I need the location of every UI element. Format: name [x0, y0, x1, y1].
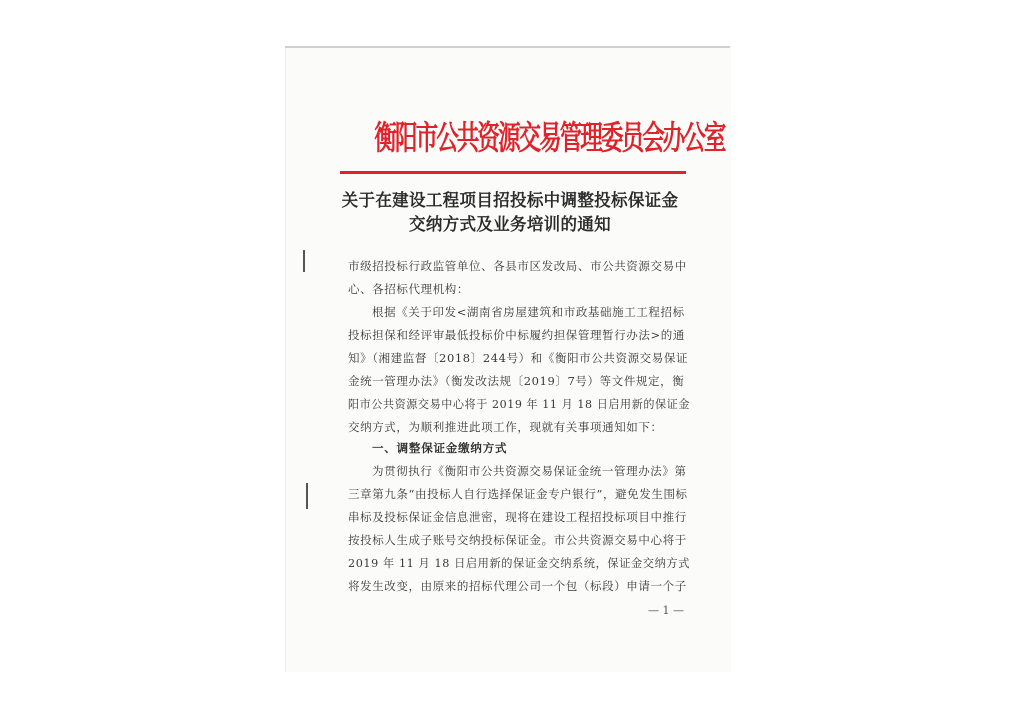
paragraph-1-line-6: 交纳方式，为顺利推进此项工作，现就有关事项通知如下：	[348, 420, 663, 434]
paragraph-1-line-5: 阳市公共资源交易中心将于 2019 年 11 月 18 日启用新的保证金	[348, 397, 690, 411]
binding-mark-top	[303, 250, 305, 272]
section-1-heading: 一、调整保证金缴纳方式	[372, 441, 508, 455]
paragraph-1-line-2: 投标担保和经评审最低投标价中标履约担保管理暂行办法>的通	[348, 328, 685, 342]
recipients-line-1: 市级招投标行政监管单位、各县市区发改局、市公共资源交易中	[348, 259, 687, 273]
document-title-line-2: 交纳方式及业务培训的通知	[408, 215, 611, 235]
paragraph-2-line-3: 串标及投标保证金信息泄密，现将在建设工程招投标项目中推行	[348, 510, 687, 524]
letterhead-red-rule	[340, 171, 686, 174]
paragraph-1-line-3: 知》（湘建监督〔2018〕244号）和《衡阳市公共资源交易保证	[348, 351, 689, 365]
paragraph-1-line-1: 根据《关于印发<湖南省房屋建筑和市政基础施工工程招标	[372, 305, 685, 319]
paragraph-2-line-4: 按投标人生成子账号交纳投标保证金。市公共资源交易中心将于	[348, 533, 687, 547]
document-title-line-1: 关于在建设工程项目招投标中调整投标保证金	[341, 191, 679, 211]
paragraph-1-line-4: 金统一管理办法》（衡发改法规〔2019〕7号）等文件规定，衡	[348, 374, 685, 388]
paragraph-2-line-2: 三章第九条“由投标人自行选择保证金专户银行”，避免发生围标	[348, 487, 688, 501]
page-top-edge	[285, 46, 730, 48]
binding-mark-bottom	[306, 483, 308, 509]
paragraph-2-line-1: 为贯彻执行《衡阳市公共资源交易保证金统一管理办法》第	[372, 464, 687, 478]
letterhead-title: 衡阳市公共资源交易管理委员会办公室	[374, 117, 725, 157]
page-number: — 1 —	[648, 604, 684, 617]
paragraph-2-line-5: 2019 年 11 月 18 日启用新的保证金交纳系统，保证金交纳方式	[348, 556, 690, 570]
recipients-line-2: 心、各招标代理机构：	[348, 282, 469, 296]
paragraph-2-line-6: 将发生改变，由原来的招标代理公司一个包（标段）申请一个子	[348, 579, 687, 593]
